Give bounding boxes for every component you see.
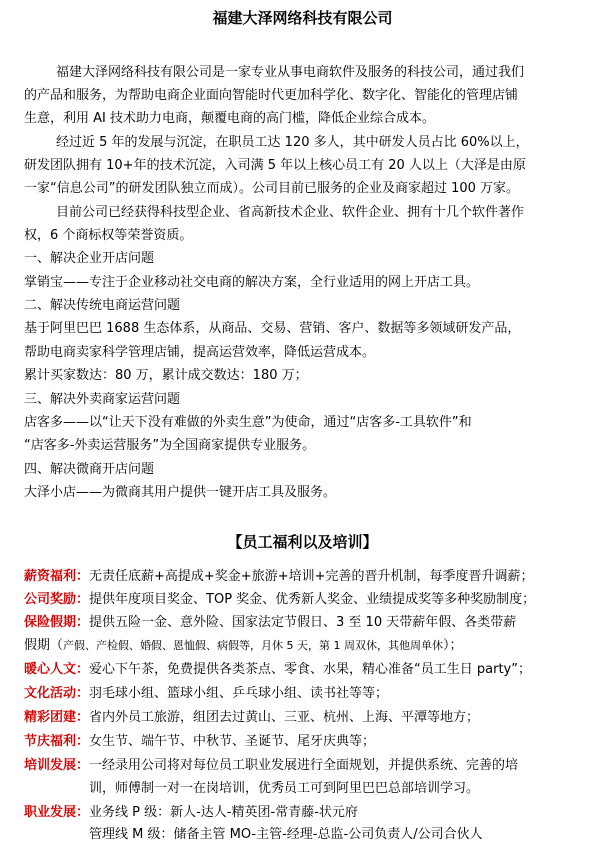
benefit-label: 暖心人文： [24, 662, 90, 677]
benefit-text: 省内外员工旅游，组团去过黄山、三亚、杭州、上海、平潭等地方； [89, 710, 480, 725]
benefit-text: 无责任底薪+高提成+奖金+旅游+培训+完善的晋升机制，每季度晋升调薪； [89, 569, 534, 584]
intro-line: 权，6 个商标权等荣誉资质。 [24, 228, 193, 243]
benefit-text: 一经录用公司将对每位员工职业发展进行全面规划，并提供系统、完善的培 [89, 758, 519, 773]
benefit-row-training [24, 757, 518, 774]
intro-line: 的产品和服务，为帮助电商企业面向智能时代更加科学化、数字化、智能化的管理店铺 [24, 88, 519, 103]
section-text: “店客多-外卖运营服务”为全国商家提供专业服务。 [24, 438, 316, 453]
intro-line: 一家“信息公司”的研发团队独立而成）。公司目前已服务的企业及商家超过 100 万家。 [24, 181, 520, 196]
section-text: 掌销宝——专注于企业移动社交电商的解决方案，全行业适用的网上开店工具。 [24, 275, 480, 290]
benefit-text: 假期（ [24, 638, 64, 653]
benefit-label: 精彩团建： [24, 710, 90, 725]
benefit-row-holiday [24, 733, 375, 750]
intro-line: 目前公司已经获得科技型企业、省高新技术企业、软件企业、拥有十几个软件著作 [56, 205, 525, 220]
section-text: 基于阿里巴巴 1688 生态体系，从商品、交易、营销、客户、数据等多领域研发产品， [24, 321, 521, 336]
benefit-text: 羽毛球小组、篮球小组、乒乓球小组、读书社等等； [89, 686, 389, 701]
section-text: 店客多——以“让天下没有难做的外卖生意”为使命，通过“店客多-工具软件”和 [24, 415, 472, 430]
section-text: 帮助电商卖家科学管理店铺，提高运营效率，降低运营成本。 [24, 345, 376, 360]
benefit-text: 提供五险一金、意外险、国家法定节假日、3 至 10 天带薪年假、各类带薪 [89, 615, 517, 630]
benefit-row-team [24, 709, 479, 726]
section-heading: 四、解决微商开店问题 [24, 462, 155, 477]
benefits-heading: 【员工福利以及培训】 [227, 533, 378, 551]
benefit-text: 提供年度项目奖金、TOP 奖金、优秀新人奖金、业绩提成奖等多种奖励制度； [89, 592, 536, 607]
company-title: 福建大泽网络科技有限公司 [212, 9, 393, 27]
section-heading: 二、解决传统电商运营问题 [24, 298, 181, 313]
benefit-row-training-cont: 训，师傅制一对一在岗培训，优秀员工可到阿里巴巴总部培训学习。 [89, 781, 480, 796]
benefit-row-care [24, 661, 531, 678]
benefit-label: 保险假期： [24, 615, 90, 630]
section-heading: 一、解决企业开店问题 [24, 251, 155, 266]
intro-line: 研发团队拥有 10+年的技术沉淀，入司满 5 年以上核心员工有 20 人以上（大泽是由原 [24, 158, 526, 173]
intro-line: 生意，利用 AI 技术助力电商，颠覆电商的高门槛，降低企业综合成本。 [24, 111, 435, 126]
benefit-label: 文化活动： [24, 686, 90, 701]
benefit-row-award [24, 591, 535, 608]
benefit-text: 爱心下午茶，免费提供各类茶点、零食、水果，精心准备“员工生日 party”； [89, 662, 531, 677]
benefit-row-leave [24, 614, 516, 631]
benefit-label: 培训发展： [24, 758, 90, 773]
intro-line: 福建大泽网络科技有限公司是一家专业从事电商软件及服务的科技公司，通过我们 [56, 65, 525, 80]
benefit-row-leave-cont [24, 637, 463, 654]
section-text: 大泽小店——为微商其用户提供一键开店工具及服务。 [24, 485, 337, 500]
intro-line: 经过近 5 年的发展与沉淀，在职员工达 120 多人，其中研发人员占比 60%以上， [56, 135, 529, 150]
benefit-label: 公司奖励： [24, 592, 90, 607]
benefit-row-salary [24, 568, 533, 585]
benefit-row-culture [24, 685, 388, 702]
benefit-text: 业务线 P 级：新人-达人-精英团-常青藤-状元府 [89, 805, 358, 820]
benefit-label: 职业发展： [24, 805, 90, 820]
benefit-label: 薪资福利： [24, 569, 90, 584]
benefit-row-career [24, 804, 358, 821]
benefit-text: 女生节、端午节、中秋节、圣诞节、尾牙庆典等； [89, 734, 376, 749]
benefit-label: 节庆福利： [24, 734, 90, 749]
benefit-row-career-cont: 管理线 M 级：储备主管 MO-主管-经理-总监-公司负责人/公司合伙人 [89, 827, 483, 842]
section-heading: 三、解决外卖商家运营问题 [24, 392, 181, 407]
benefit-text-small: 产假、产检假、婚假、恩恤假、病假等，月休 5 天，第 1 周双休，其他周单休 [63, 639, 443, 652]
benefit-text: ）； [443, 638, 463, 653]
section-stats: 累计买家数达：80 万，累计成交数达：180 万； [24, 368, 308, 383]
